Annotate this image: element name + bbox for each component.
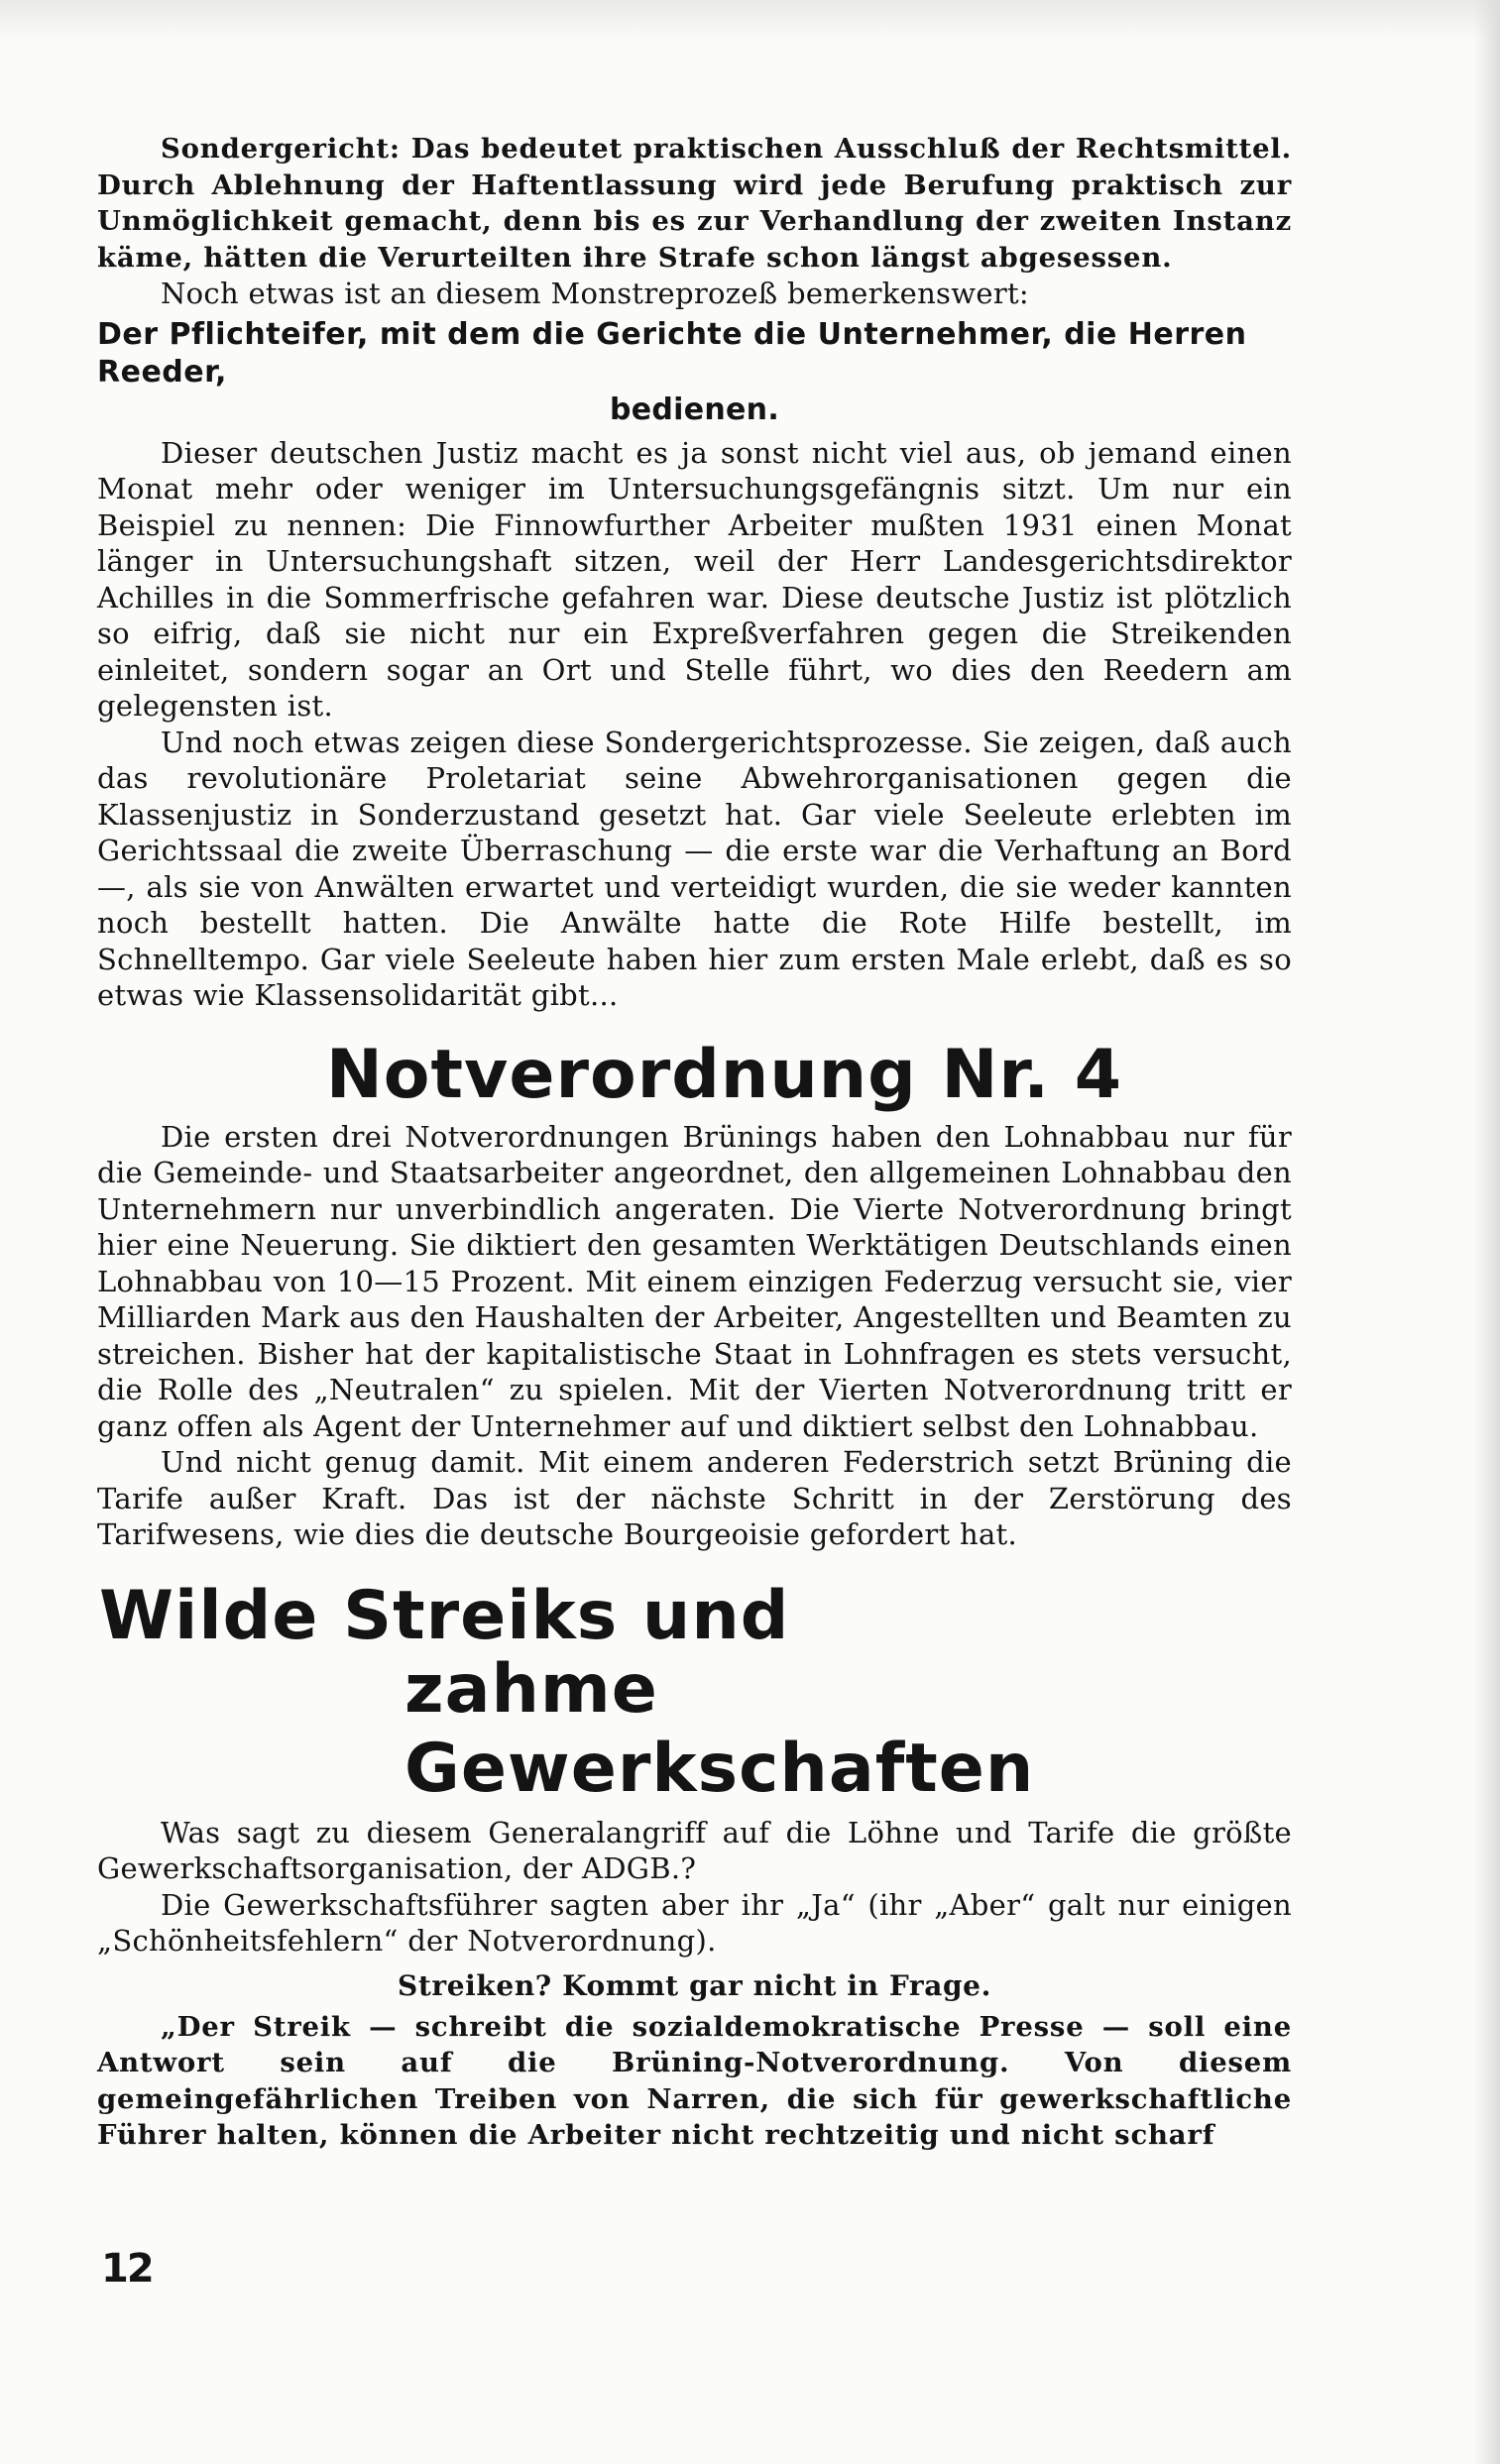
scan-shadow-right: [1474, 0, 1500, 2464]
heading-notverordnung: Notverordnung Nr. 4: [325, 1035, 1123, 1114]
heading-wilde-streiks-line-2: zahme Gewerkschaften: [404, 1649, 1035, 1808]
paragraph-justiz: Dieser deutschen Justiz macht es ja sonst nicht viel aus, ob jemand einen Monat mehr oder weniger im Untersuchungsgefängnis sitzt. Um nur ein Beispiel zu nennen: Die Finnowfurther Arbeiter mußten 1931 einen Monat länger in Untersuchungshaft sitzen, weil der Herr Landesgerichtsdirektor Achilles in die Sommerfrische gefahren war. Diese deutsche Justiz ist plötzlich so eifrig, daß sie nicht nur ein Expreßverfahren gegen die Streikenden einleitet, sondern sogar an Ort und Stelle führt, wo dies den Reedern am gelegensten ist.: [97, 435, 1292, 723]
highlight-line-1: Der Pflichteifer, mit dem die Gerichte die Unternehmer, die Herren Reeder,: [97, 316, 1247, 390]
subheading-streiken: Streiken? Kommt gar nicht in Frage.: [398, 1968, 991, 2002]
paragraph-streik-zitat: „Der Streik — schreibt die sozialdemokratische Presse — soll eine Antwort sein auf die Brüning-Notverordnung. Von diesem gemeingefährlichen Treiben von Narren, die sich für gewerkschaftliche Führer halten, können die Arbeiter nicht rechtzeitig und nicht scharf: [97, 2010, 1292, 2151]
paragraph-notverordnungen: Die ersten drei Notverordnungen Brünings haben den Lohnabbau nur für die Gemeinde- und Staatsarbeiter angeordnet, den allgemeinen Lohnabbau den Unternehmern nur unverbindlich angeraten. Die Vierte Notverordnung bringt hier eine Neuerung. Sie diktiert den gesamten Werktätigen Deutschlands einen Lohnabbau von 10—15 Prozent. Mit einem einzigen Federzug versucht sie, vier Milliarden Mark aus den Haushalten der Arbeiter, Angestellten und Beamten zu streichen. Bisher hat der kapitalistische Staat in Lohnfragen es stets versucht, die Rolle des „Neutralen“ zu spielen. Mit der Vierten Notverordnung tritt er ganz offen als Agent der Unternehmer auf und diktiert selbst den Lohnabbau.: [97, 1119, 1292, 1443]
text-column: [97, 131, 1292, 2154]
page-number: 12: [101, 2246, 153, 2292]
paragraph-gewerkschaftsfuehrer: Die Gewerkschaftsführer sagten aber ihr „Ja“ (ihr „Aber“ galt nur einigen „Schönheitsfehlern“ der Notverordnung).: [97, 1887, 1292, 1958]
paragraph-monstreprozess: Noch etwas ist an diesem Monstreprozeß bemerkenswert:: [161, 277, 1030, 310]
paragraph-sondergericht: Sondergericht: Das bedeutet praktischen Ausschluß der Rechtsmittel. Durch Ablehnung der Haftentlassung wird jede Berufung praktisch zur Unmöglichkeit gemacht, denn bis es zur Verhandlung der zweiten Instanz käme, hätten die Verurteilten ihre Strafe schon längst abgesessen.: [97, 133, 1292, 274]
scan-shadow-top: [0, 0, 1500, 40]
paragraph-tarife: Und nicht genug damit. Mit einem anderen Federstrich setzt Brüning die Tarife außer Kraft. Das ist der nächste Schritt in der Zerstörung des Tarifwesens, wie dies die deutsche Bourgeoisie gefordert hat.: [97, 1445, 1292, 1551]
paragraph-sondergerichtsprozesse: Und noch etwas zeigen diese Sondergerichtsprozesse. Sie zeigen, daß auch das revolutionäre Proletariat seine Abwehrorganisationen gegen die Klassenjustiz in Sonderzustand gesetzt hat. Gar viele Seeleute erlebten im Gerichtssaal die zweite Überraschung — die erste war die Verhaftung an Bord —, als sie von Anwälten erwartet und verteidigt wurden, die sie weder kannten noch bestellt hatten. Die Anwälte hatte die Rote Hilfe bestellt, im Schnelltempo. Gar viele Seeleute haben hier zum ersten Male erlebt, daß es so etwas wie Klassensolidarität gibt...: [97, 725, 1292, 1012]
heading-wilde-streiks-line-1: Wilde Streiks und: [99, 1576, 790, 1655]
paragraph-generalangriff: Was sagt zu diesem Generalangriff auf die Löhne und Tarife die größte Gewerkschaftsorganisation, der ADGB.?: [97, 1815, 1292, 1885]
highlight-line-2: bedienen.: [609, 392, 780, 427]
